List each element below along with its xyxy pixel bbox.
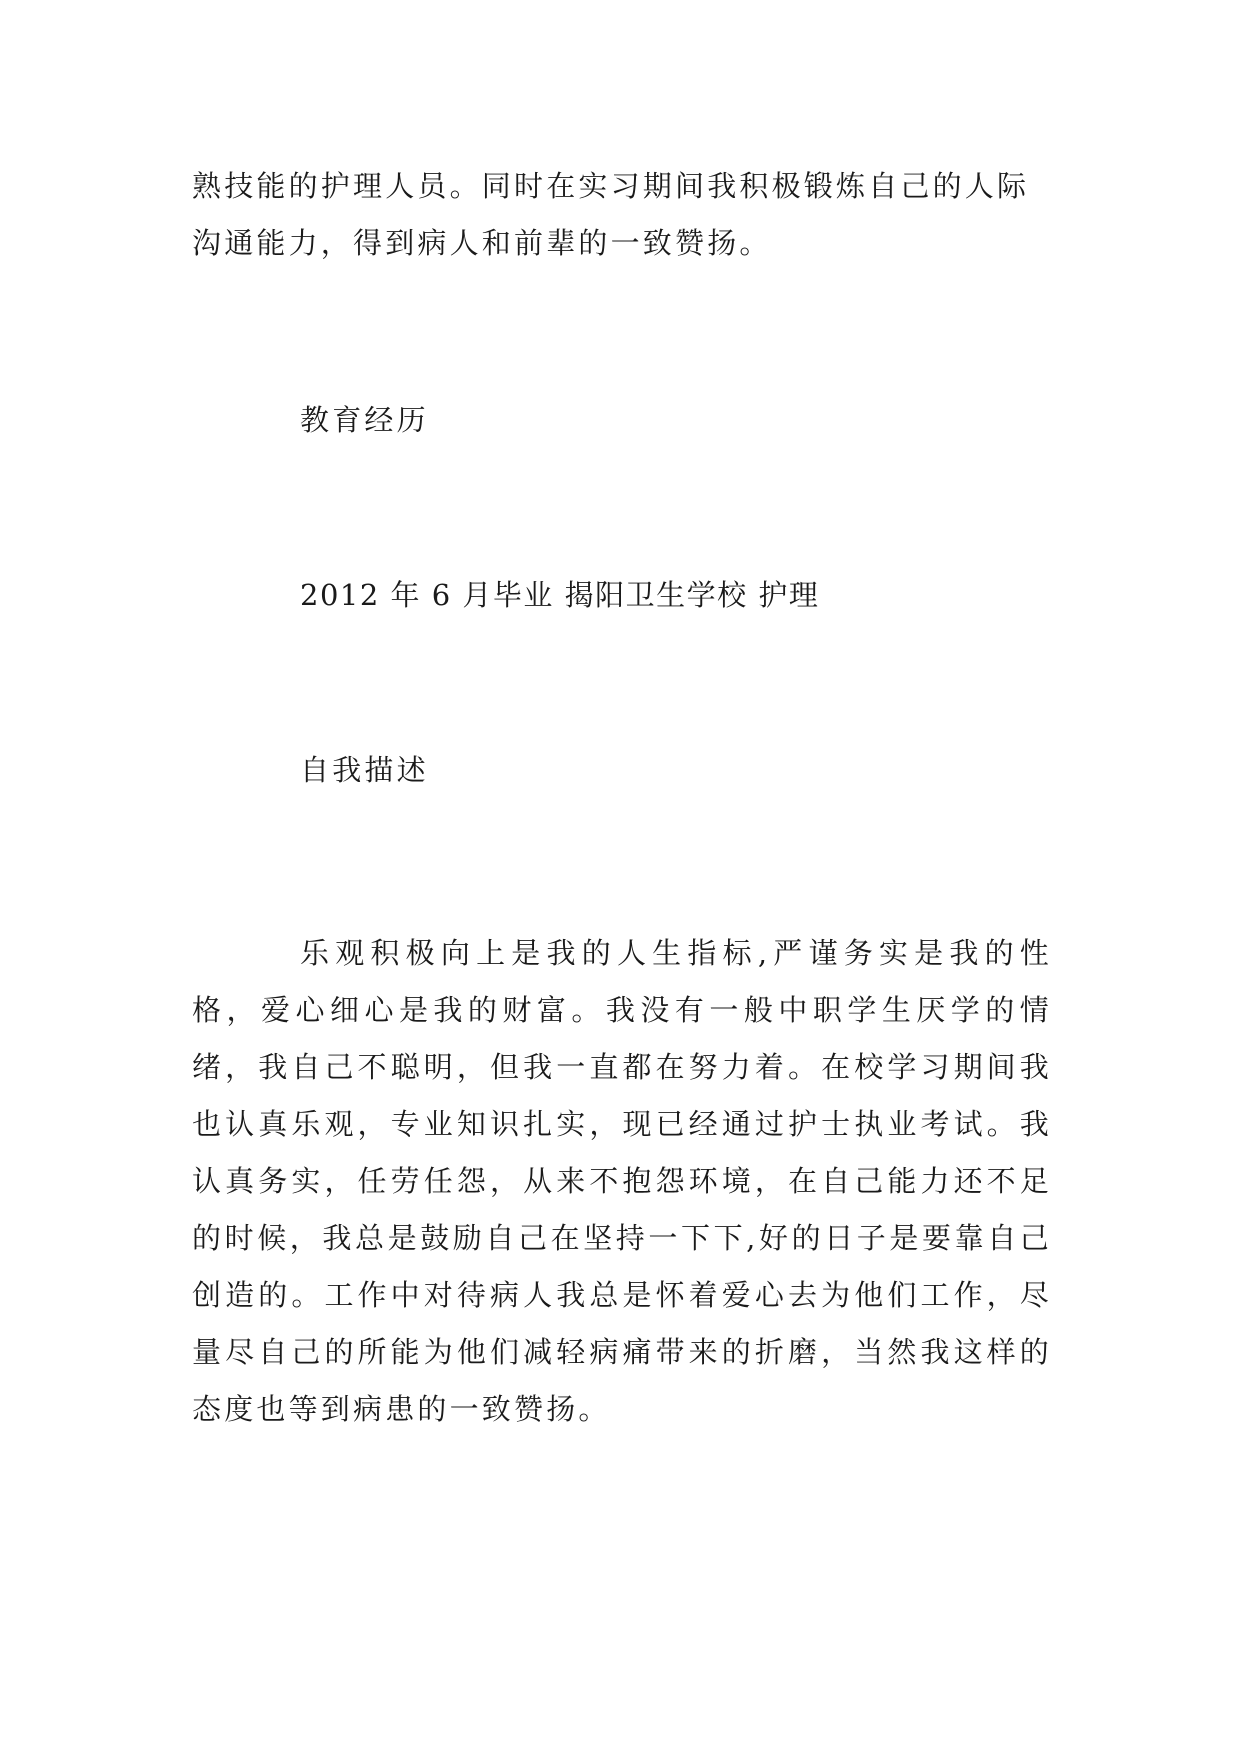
self-description-paragraph: 乐观积极向上是我的人生指标,严谨务实是我的性格，爱心细心是我的财富。我没有一般中职学生厌学的情绪，我自己不聪明，但我一直都在努力着。在校学习期间我也认真乐观，专业知识扎实，现已经通过护士执业考试。我认真务实，任劳任怨，从来不抱怨环境，在自己能力还不足的时候，我总是鼓励自己在坚持一下下,好的日子是要靠自己创造的。工作中对待病人我总是怀着爱心去为他们工作，尽量尽自己的所能为他们减轻病痛带来的折磨，当然我这样的态度也等到病患的一致赞扬。 — [192, 936, 1052, 1426]
intro-continuation-paragraph: 熟技能的护理人员。同时在实习期间我积极锻炼自己的人际沟通能力，得到病人和前辈的一致赞扬。 — [192, 169, 1030, 260]
education-heading: 教育经历 — [300, 403, 429, 437]
self-description-heading: 自我描述 — [300, 753, 429, 787]
education-entry: 2012 年 6 月毕业 揭阳卫生学校 护理 — [300, 578, 820, 612]
